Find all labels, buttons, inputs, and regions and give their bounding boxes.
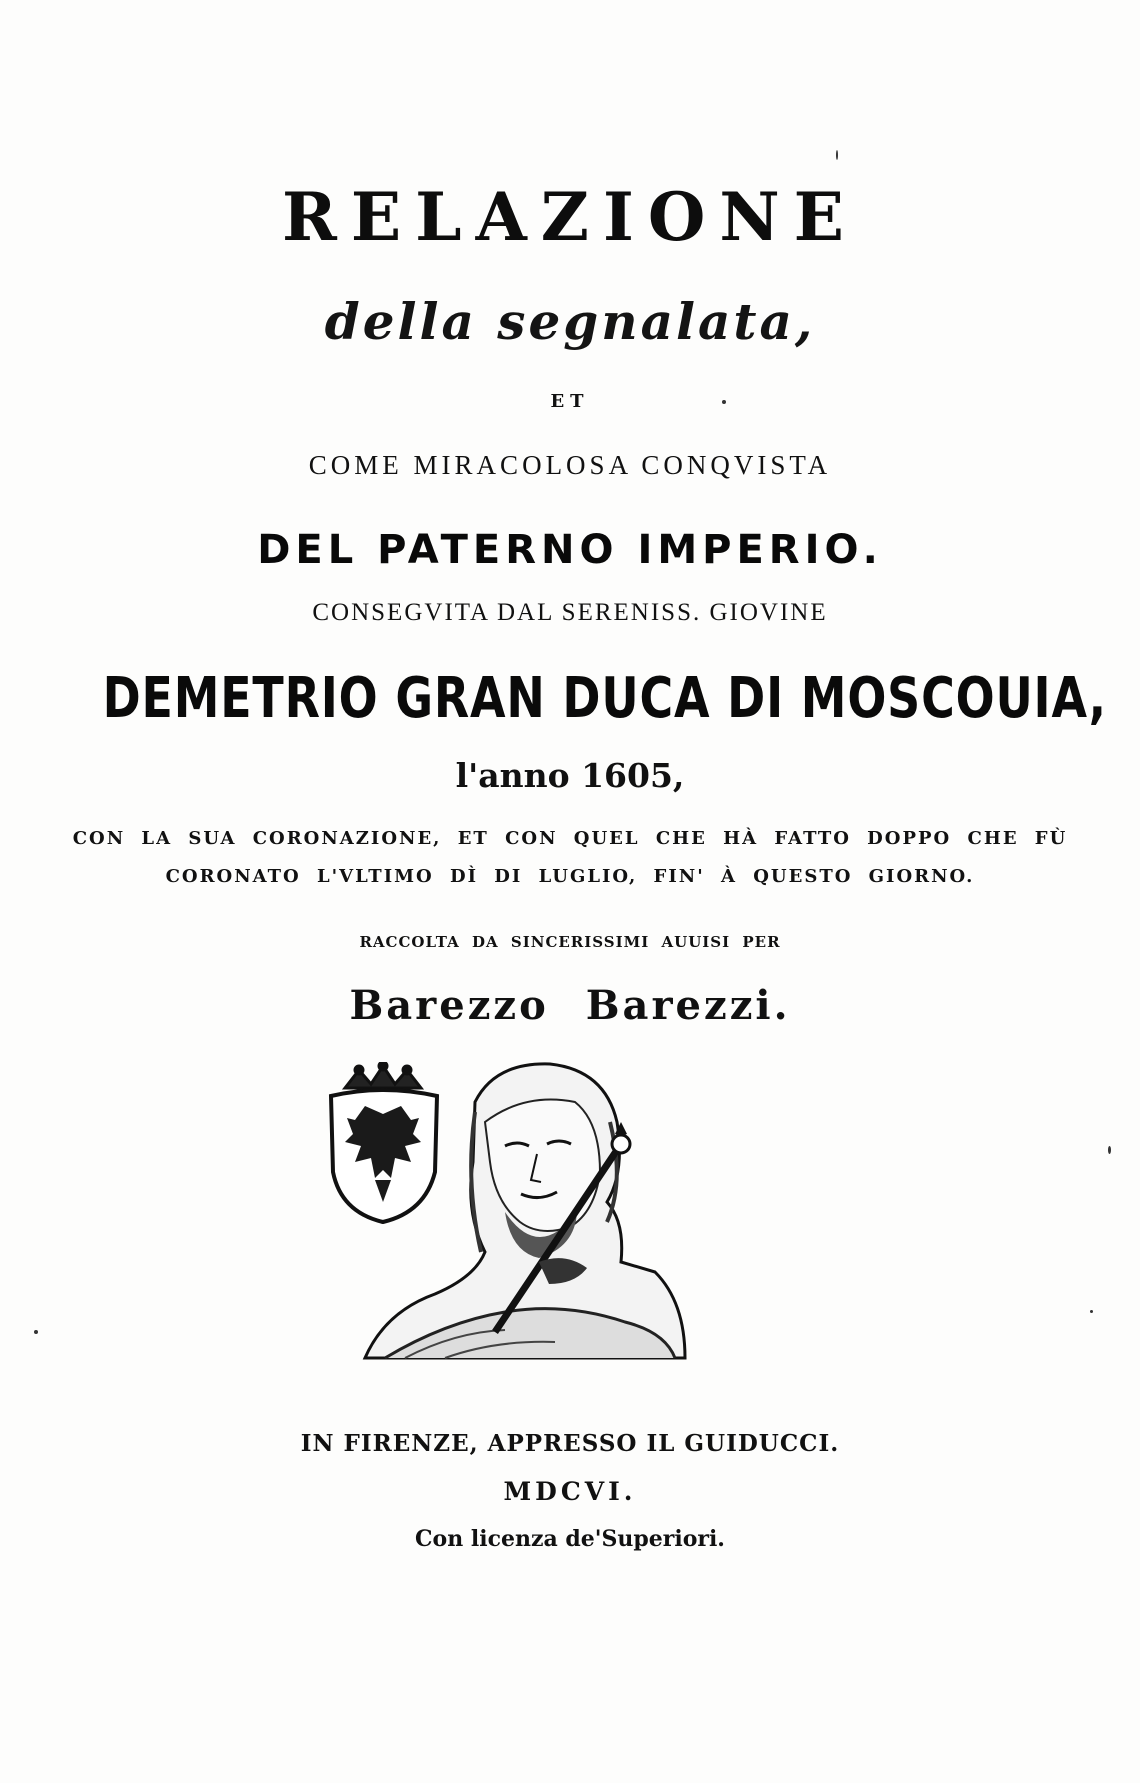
year-line: l'anno 1605, [455,756,685,795]
compiled-by: RACCOLTA DA SINCERISSIMI AUUISI PER [359,933,781,951]
book-title: RELAZIONE [282,178,858,256]
scan-speck [1108,1146,1111,1154]
subtitle-line-4: CONSEGVITA DAL SERENISS. GIOVINE [312,599,828,626]
crown-icon [345,1062,421,1088]
description-line-1: CON LA SUA CORONAZIONE, ET CON QUEL CHE HÀ FATTO DOPPO CHE FÙ [72,828,1068,849]
scan-speck [722,400,726,404]
portrait-woodcut-image [325,1062,735,1362]
author-name: Barezzo Barezzi. [349,982,791,1029]
license-note: Con licenza de'Superiori. [415,1526,725,1552]
imprint-place: IN FIRENZE, APPRESSO IL GUIDUCCI. [300,1430,840,1457]
scan-speck [1090,1310,1093,1313]
imprint-year: MDCVI. [503,1477,637,1506]
double-eagle-shield-icon [331,1090,437,1222]
scan-speck [34,1330,38,1334]
subtitle-line-2: COME MIRACOLOSA CONQVISTA [308,450,832,480]
description-line-2: CORONATO L'VLTIMO DÌ DI LUGLIO, FIN' À QUESTO GIORNO. [165,866,975,887]
connector-et: ET [550,391,590,412]
scan-speck [836,150,838,160]
subtitle-line-1: della segnalata, [324,292,816,351]
subtitle-line-3: DEL PATERNO IMPERIO. [257,527,883,573]
subject-name: DEMETRIO GRAN DUCA DI MOSCOUIA, [102,666,1107,731]
